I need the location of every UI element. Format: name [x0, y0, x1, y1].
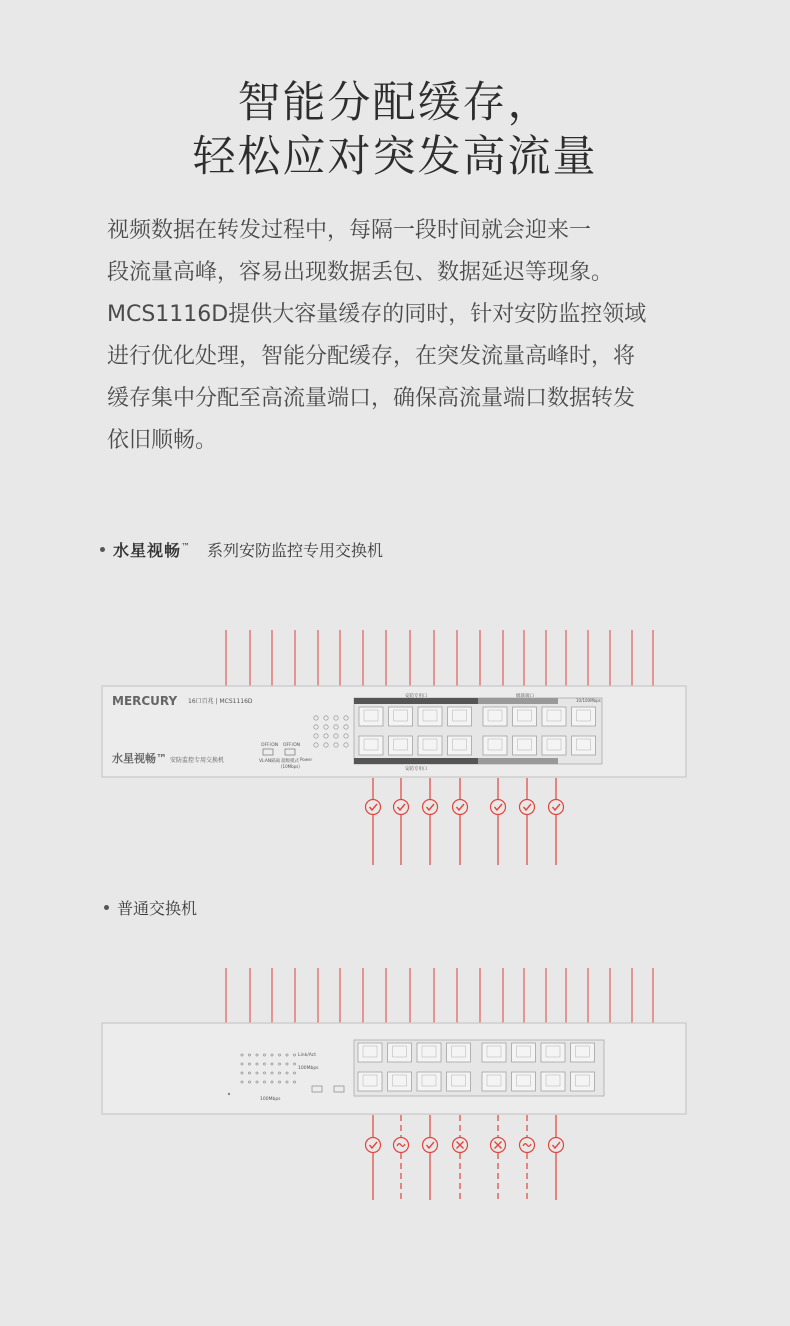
power-dot [228, 1093, 230, 1095]
outgoing-traffic [366, 778, 564, 865]
device-series-desc: 安防监控专用交换机 [170, 757, 225, 764]
port-group-a-label: 安防专用口 [405, 694, 428, 699]
device-model: 16口百兆 | MCS1116D [188, 698, 253, 705]
check-circle-icon [366, 1138, 381, 1153]
switch1-state: OFF/ON [261, 743, 279, 748]
check-circle-icon [520, 800, 535, 815]
paragraph-line: MCS1116D提供大容量缓存的同时，针对安防监控领域 [107, 302, 647, 327]
device-logo: MERCURY [112, 694, 178, 708]
switch2-sub: (10Mbps) [281, 764, 300, 769]
incoming-traffic-lines [226, 968, 653, 1023]
port-group-a-label-bottom: 安防专用口 [405, 767, 428, 772]
incoming-traffic-lines [226, 630, 653, 686]
bullet-icon [100, 547, 105, 552]
section2-title: 普通交换机 [117, 899, 198, 918]
paragraph-line: 缓存集中分配至高流量端口，确保高流量端口数据转发 [107, 386, 636, 411]
panel-bottom-label: 100Mbps [260, 1097, 281, 1102]
section1-diagram [0, 630, 790, 870]
port-group-b-label: 级联端口 [516, 694, 534, 699]
check-circle-icon [394, 800, 409, 815]
legend-speed: 100Mbps [298, 1066, 319, 1071]
outgoing-traffic [366, 1115, 564, 1200]
section2-label [104, 896, 197, 919]
body-paragraph [107, 210, 687, 462]
bullet-icon [104, 905, 109, 910]
headline-line-2: 轻松应对突发高流量 [192, 132, 598, 182]
check-circle-icon [549, 1138, 564, 1153]
check-circle-icon [549, 800, 564, 815]
paragraph-line: 进行优化处理，智能分配缓存，在突发流量高峰时，将 [107, 344, 636, 369]
check-circle-icon [423, 1138, 438, 1153]
section1-title: 系列安防监控专用交换机 [207, 541, 384, 560]
device-series: 水星视畅™ [112, 752, 167, 765]
headline-line-1: 智能分配缓存， [237, 78, 553, 128]
power-label: Power [300, 757, 313, 762]
section2-diagram [0, 968, 790, 1208]
brand-name: 水星视畅™ [113, 541, 192, 560]
switch1-label: VLAN隔离 [259, 759, 281, 764]
port-group-b-bar-bottom [478, 758, 558, 764]
check-circle-icon [423, 800, 438, 815]
legend-link: Link/Act [298, 1053, 316, 1058]
paragraph-line: 依旧顺畅。 [107, 428, 218, 453]
switch2-state: OFF/ON [283, 743, 301, 748]
port-group-a-bar-bottom [354, 758, 478, 764]
paragraph-line: 段流量高峰，容易出现数据丢包、数据延迟等现象。 [107, 260, 614, 285]
check-circle-icon [491, 800, 506, 815]
check-circle-icon [366, 800, 381, 815]
check-circle-icon [453, 800, 468, 815]
switch2-label: 超级模式 [281, 759, 299, 764]
section1-label [100, 538, 383, 561]
speed-label: 10/100Mbps [576, 698, 601, 703]
paragraph-line: 视频数据在转发过程中，每隔一段时间就会迎来一 [107, 218, 592, 243]
